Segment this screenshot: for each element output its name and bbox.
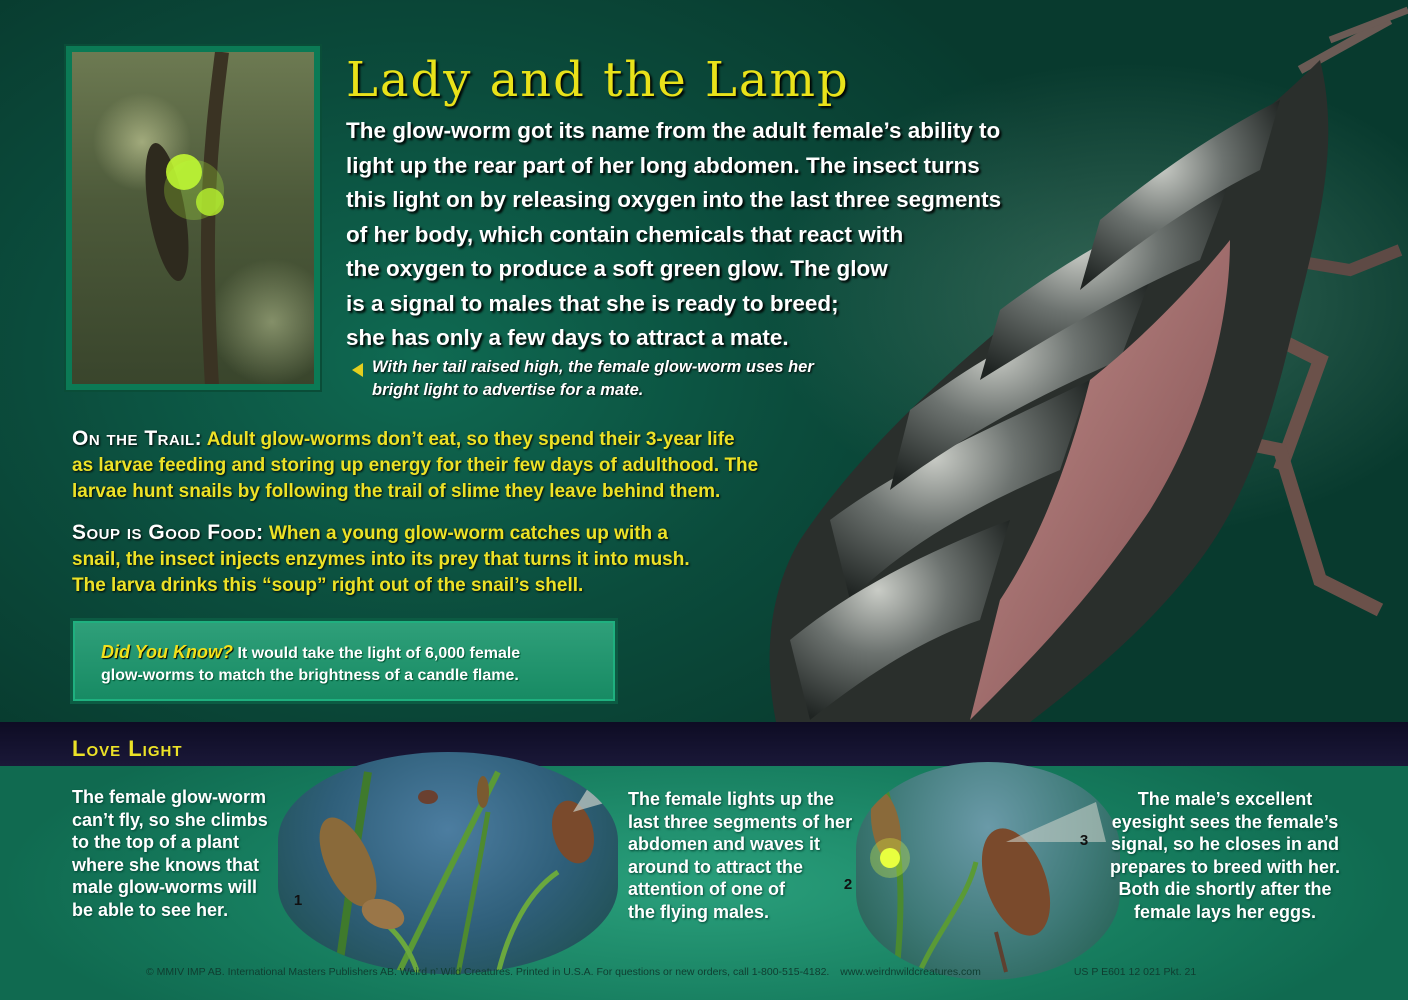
step-line: to the top of a plant — [72, 832, 239, 852]
glowing-and-male-illustration — [856, 762, 1120, 980]
website-link[interactable]: www.weirdnwildcreatures.com — [840, 966, 981, 978]
paragraph-line: larvae hunt snails by following the trail of slime they leave behind them. — [72, 481, 721, 502]
did-you-know-line: It would take the light of 6,000 female — [237, 645, 521, 662]
step-line: the flying males. — [628, 901, 770, 922]
step-line: female lays her eggs. — [1133, 901, 1317, 922]
did-you-know-line: glow-worms to match the brightness of a candle flame. — [101, 667, 519, 684]
glow-worm-on-stem-image — [72, 52, 314, 384]
section-heading: Soup is Good Food: — [72, 521, 264, 544]
step-line: The female lights up the — [628, 789, 835, 809]
footer — [146, 966, 1306, 978]
photo-frame — [64, 44, 322, 392]
step-2-number: 2 — [836, 872, 860, 896]
intro-line: The glow-worm got its name from the adult female’s ability to — [346, 118, 1001, 143]
caption-arrow-icon — [352, 363, 363, 377]
paragraph-line: When a young glow-worm catches up with a — [268, 523, 668, 544]
step-1-number: 1 — [286, 888, 310, 912]
paragraph-line: Adult glow-worms don’t eat, so they spend their 3-year life — [206, 429, 735, 450]
step-line: be able to see her. — [72, 899, 229, 920]
intro-line: of her body, which contain chemicals that react with — [346, 221, 904, 247]
step-line: The female glow-worm — [72, 787, 267, 807]
caption-line: With her tail raised high, the female glow-worm uses her — [372, 358, 814, 376]
step-line: male glow-worms will — [72, 877, 258, 897]
did-you-know-heading: Did You Know? — [101, 642, 233, 662]
did-you-know-text — [101, 641, 601, 687]
step-2-text — [628, 788, 868, 923]
intro-line: the oxygen to produce a soft green glow. The glow — [346, 256, 888, 281]
section-heading: On the Trail: — [72, 427, 203, 450]
paragraph-line: as larvae feeding and storing up energy for their few days of adulthood. The — [72, 455, 759, 476]
step-line: attention of one of — [628, 879, 785, 899]
copyright-text: © MMIV IMP AB. International Masters Publishers AB. Weird n’ Wild Creatures. Printed in U.S.A. For questions or new orders, call 1-800-515-4182. — [146, 966, 830, 978]
product-code: US P E601 12 021 Pkt. 21 — [1073, 966, 1197, 978]
step-line: Both die shortly after the — [1118, 879, 1332, 899]
page-title: Lady and the Lamp — [346, 52, 850, 108]
glowing-female-photo — [72, 52, 314, 384]
step-3-text — [1090, 788, 1360, 923]
step-line: where she knows that — [72, 854, 260, 875]
intro-line: this light on by releasing oxygen into the last three segments — [346, 187, 1002, 212]
did-you-know-box — [70, 618, 618, 704]
section-divider-band — [0, 722, 1408, 766]
intro-line: is a signal to males that she is ready to breed; — [346, 290, 839, 316]
paragraph-line: The larva drinks this “soup” right out of the snail’s shell. — [72, 575, 584, 596]
paragraph-line: snail, the insect injects enzymes into its prey that turns it into mush. — [72, 549, 690, 570]
step-line: eyesight sees the female’s — [1111, 811, 1339, 832]
love-light-heading: Love Light — [72, 736, 183, 761]
scene-female-climbing — [278, 752, 618, 974]
step-1-text — [72, 786, 292, 921]
step-line: signal, so he closes in and — [1110, 834, 1340, 854]
step-line: can’t fly, so she climbs — [72, 809, 268, 830]
on-the-trail-paragraph — [72, 426, 852, 505]
caption-line: bright light to advertise for a mate. — [372, 381, 644, 399]
scene-female-glowing — [856, 762, 1120, 980]
step-3-number: 3 — [1072, 828, 1096, 852]
step-line: abdomen and waves it — [628, 834, 821, 854]
step-line: around to attract the — [628, 856, 804, 877]
intro-paragraph — [346, 114, 1106, 356]
photo-caption — [372, 356, 892, 402]
intro-line: she has only a few days to attract a mate. — [346, 325, 789, 350]
step-line: The male’s excellent — [1137, 789, 1313, 809]
climbing-illustration — [278, 752, 618, 974]
step-line: last three segments of her — [628, 811, 853, 832]
intro-line: light up the rear part of her long abdomen. The insect turns — [346, 152, 980, 178]
step-line: prepares to breed with her. — [1109, 856, 1341, 877]
soup-paragraph — [72, 520, 852, 599]
